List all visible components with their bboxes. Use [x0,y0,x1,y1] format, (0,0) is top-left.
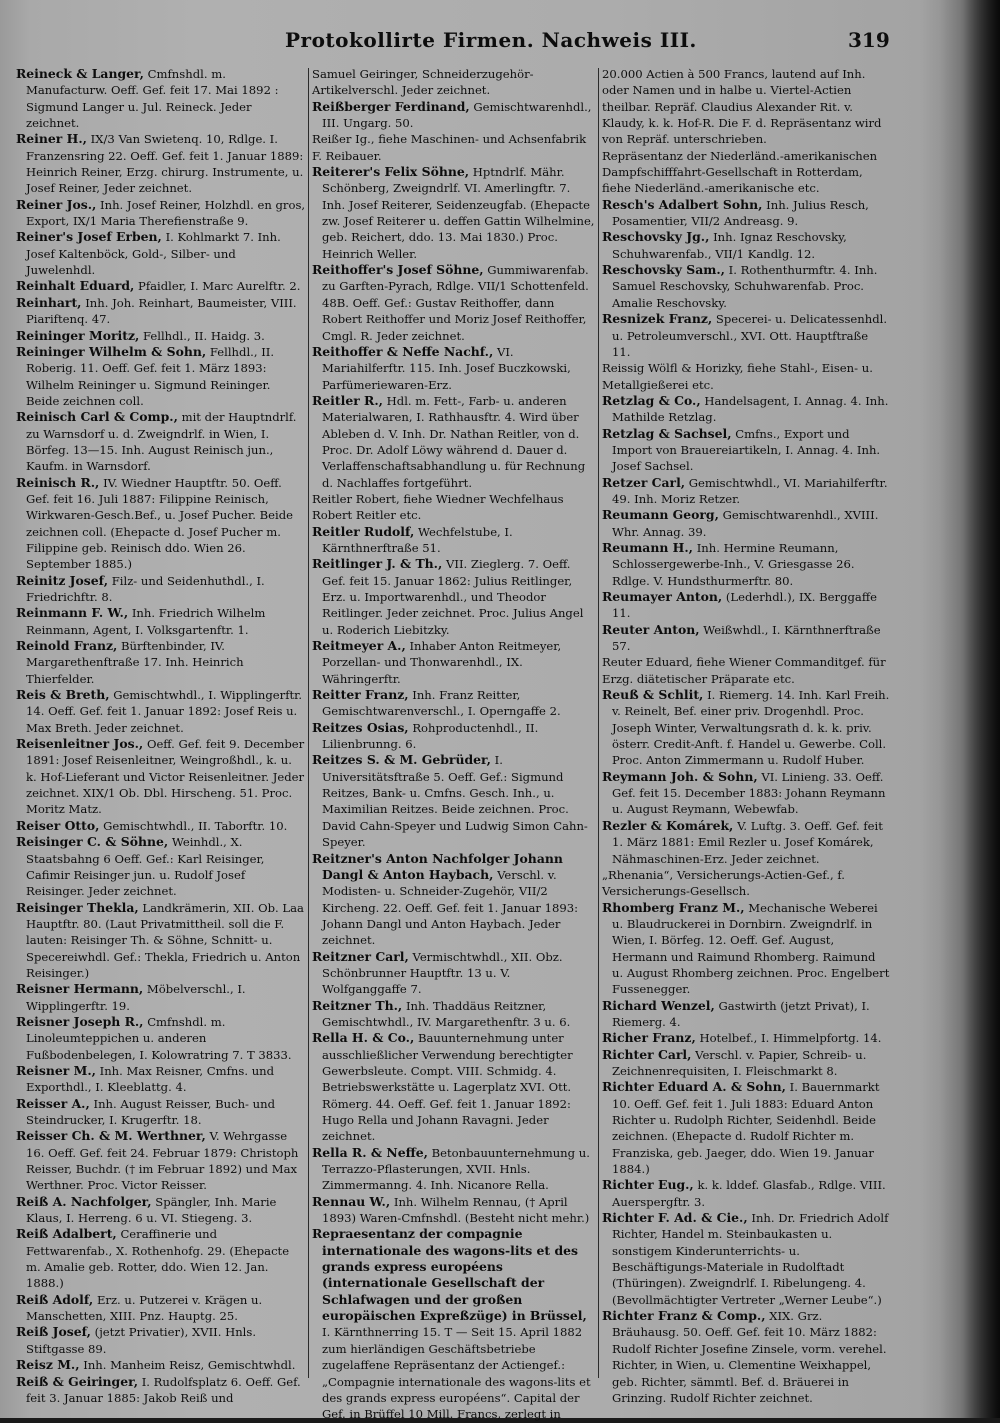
directory-entry [16,981,306,1014]
firm-name: Reinold Franz, [16,638,118,654]
directory-entry [16,573,306,606]
directory-entry [312,344,595,393]
entry-text: XIX. Grz. Bräuhausg. 50. Oeff. Gef. feit 10. März 1882: Rudolf Richter Josefine Zinsele, vorm. verehel. Richter, in Wien, u. Clementine Weixhappel, geb. Richter, sämmtl. Bef. d. Bräuerei in Grinzing. Rudolf Richter zeichnet. [612,1309,887,1405]
firm-name: Richter F. Ad. & Cie., [602,1210,748,1226]
entry-text: (Lederhdl.), IX. Berggaffe 11. [612,590,877,621]
directory-entry [602,1079,890,1177]
firm-name: Repraesentanz der compagnie internationale des wagons-lits et des grands express européens (internationale Gesellschaft der Schlafwagen und der großen europäischen Expreßzüge) in Brüssel, [312,1226,587,1324]
directory-entry [602,1177,890,1210]
firm-name: Reiser Otto, [16,817,100,833]
entry-text: Weinhdl., X. Staatsbahng 6 Oeff. Gef.: Karl Reisinger, Cafimir Reisinger jun. u. Rudolf Josef Reisinger. Jeder zeichnet. [26,835,265,899]
entry-text: Vermischtwhdl., XII. Obz. Schönbrunner Hauptftr. 13 u. V. Wolfganggaffe 7. [322,949,563,997]
entry-text: Inh. Manheim Reisz, Gemischtwhdl. [83,1358,296,1373]
entry-text: Specerei- u. Delicatessenhdl. u. Petroleumverschl., XVI. Ott. Hauptftraße 11. [612,312,888,359]
entry-text: Mechanische Weberei u. Blaudruckerei in Dornbirn. Zweigndrlf. in Wien, I. Börfeg. 12. Oeff. Gef. August, Hermann und Raimund Rhomberg. Raimund u. August Rhomberg zeichnen. Proc. Engelbert Fussenegger. [612,900,890,997]
firm-name: Retzlag & Sachsel, [602,425,732,441]
page-number: 319 [848,28,890,52]
directory-entry [602,589,890,622]
entry-text: Pfaidler, I. Marc Aurelftr. 2. [138,279,301,294]
entry-text: Reißer Ig., fiehe Maschinen- und Achsenfabrik F. Reibauer. [312,132,587,163]
directory-entry [312,1145,595,1194]
directory-entry [312,720,595,753]
firm-name: Reinhart, [16,294,82,310]
entry-text: Reuter Eduard, fiehe Wiener Commanditgef. für Erzg. diätetischer Präparate etc. [602,655,886,686]
firm-name: Reumann H., [602,539,693,555]
directory-entry [16,1128,306,1193]
entry-text: V. Luftg. 3. Oeff. Gef. feit 1. März 1881: Emil Rezler u. Josef Komárek, Nähmaschinen-Erz. Jeder zeichnet. [612,818,883,866]
firm-name: Reumayer Anton, [602,589,723,604]
entry-text: Landkrämerin, XII. Ob. Laa Hauptftr. 80. (Laut Privatmittheil. soll die F. lauten: Reisinger Th. & Söhne, Schnitt- u. Specereiwhdl. Gef.: Thekla, Friedrich u. Anton Reisinger.) [26,900,304,980]
directory-entry [602,148,890,197]
directory-entry [16,900,306,982]
directory-entry [16,736,306,818]
entry-text: 20.000 Actien à 500 Francs, lautend auf Inh. oder Namen und in halbe u. Viertel-Actien theilbar. Repräf. Claudius Alexander Rit. v. Klaudy, k. k. Hof-R. Die F. d. Repräsentanz wird von Repräf. unterschrieben. [602,67,882,147]
entry-text: Gemischtwarenhdl., XVIII. Whr. Annag. 39. [612,508,879,539]
directory-entry [602,540,890,589]
entry-text: Rohproductenhdl., II. Lilienbrunng. 6. [322,720,539,752]
directory-entry [602,475,890,508]
column-middle [312,66,595,1422]
directory-entry [312,556,595,638]
directory-entry [16,1374,306,1407]
firm-name: Richter Eduard A. & Sohn, [602,1079,786,1095]
directory-entry [602,311,890,360]
firm-name: Reitzner Carl, [312,948,409,964]
directory-entry [16,1357,306,1373]
entry-text: Gummiwarenfab. zu Garften-Pyrach, Rdlge. VII/1 Schottenfeld. 48B. Oeff. Gef.: Gustav Reithoffer, dann Robert Reithoffer und Moriz Josef Reithoffer, Cmgl. R. Jeder zeichnet. [322,263,589,343]
directory-entry [16,1063,306,1096]
firm-name: Reiß & Geiringer, [16,1373,139,1389]
firm-name: Reinisch R., [16,474,100,490]
firm-name: Reitter Franz, [312,687,409,703]
firm-name: Reithoffer's Josef Söhne, [312,262,484,278]
directory-entry [16,131,306,196]
firm-name: Reineck & Langer, [16,66,144,81]
firm-name: Reitmeyer A., [312,638,406,654]
directory-entry [312,998,595,1031]
entry-text: Gemischtwhdl., II. Taborftr. 10. [103,818,288,833]
directory-entry [16,295,306,328]
firm-name: Reschovsky Sam., [602,262,725,278]
entry-text: Gastwirth (jetzt Privat), I. Riemerg. 4. [612,998,870,1029]
entry-text: k. k. lddef. Glasfab., Rdlge. VIII. Auerspergftr. 3. [612,1178,886,1209]
entry-text: Inh. Joh. Reinhart, Baumeister, VIII. Piariftenq. 47. [26,295,297,327]
directory-entry [602,687,890,769]
firm-name: Reisner Joseph R., [16,1013,144,1029]
entry-text: Fellhdl., II. Roberig. 11. Oeff. Gef. feit 1. März 1893: Wilhelm Reininger u. Sigmund Reininger. Beide zeichnen coll. [26,344,275,408]
entry-text: Verschl. v. Papier, Schreib- u. Zeichnenrequisiten, I. Fleischmarkt 8. [612,1047,867,1078]
directory-entry [16,344,306,409]
entry-text: Inh. Friedrich Wilhelm Reinmann, Agent, I. Volksgartenftr. 1. [26,606,266,637]
entry-text: Inh. Max Reisner, Cmfns. und Exporthdl., I. Kleeblattg. 4. [26,1063,275,1095]
directory-entry [16,818,306,834]
entry-text: Spängler, Inh. Marie Klaus, I. Herreng. 6 u. VI. Stiegeng. 3. [26,1194,277,1226]
firm-name: Reinisch Carl & Comp., [16,409,178,425]
firm-name: Resnizek Franz, [602,311,713,327]
entry-text: Inh. Thaddäus Reitzner, Gemischtwhdl., IV. Margarethenftr. 3 u. 6. [322,998,571,1029]
firm-name: Rhomberg Franz M., [602,899,745,915]
firm-name: Reiner Jos., [16,196,97,212]
entry-text: Wechfelstube, I. Kärnthnerftraße 51. [322,524,513,555]
firm-name: Retzlag & Co., [602,392,701,408]
entry-text: Inh. Hermine Reumann, Schlossergewerbe-Inh., V. Griesgasse 26. Rdlge. V. Hundsthurmerftr. 80. [612,540,855,588]
entry-text: Inh. Ignaz Reschovsky, Schuhwarenfab., VII/1 Kandlg. 12. [612,230,847,261]
firm-name: Reisz M., [16,1357,80,1373]
entry-text: mit der Hauptndrlf. zu Warnsdorf u. d. Zweigndrlf. in Wien, I. Börfeg. 13—15. Inh. August Reinisch jun., Kaufm. in Warnsdorf. [26,410,297,474]
entry-text: I. Kohlmarkt 7. Inh. Josef Kaltenböck, Gold-, Silber- und Juwelenhdl. [26,230,281,278]
entry-text: Gemischtwhdl., I. Wipplingerftr. 14. Oeff. Gef. feit 1. Januar 1892: Josef Reis u. Max Breth. Jeder zeichnet. [26,688,303,735]
entry-text: VI. Mariahilferftr. 115. Inh. Josef Buczkowski, Parfümeriewaren-Erz. [322,344,571,392]
entry-text: Bauunternehmung unter ausschließlicher Verwendung berechtigter Gewerbsleute. Compt. VIII. Schmidg. 4. Betriebswerkstätte u. Lagerplatz XVI. Ott. Römerg. 44. Oeff. Gef. feit 1. Januar 1892: Hugo Rella und Johann Ravagni. Jeder zeichnet. [322,1031,573,1144]
directory-entry [312,638,595,687]
firm-name: Reschovsky Jg., [602,229,710,245]
entry-text: I. Riemerg. 14. Inh. Karl Freih. v. Reinelt, Bef. einer priv. Drogenhdl. Proc. Joseph Winter, Verwaltungsrath d. k. k. priv. österr. Credit-Anft. f. Handel u. Gewerbe. Coll. Proc. Anton Zimmermann u. Rudolf Huber. [612,688,890,768]
entry-text: Hptndrlf. Mähr. Schönberg, Zweigndrlf. VI. Amerlingftr. 7. Inh. Josef Reiterer, Seidenzeugfab. (Ehepacte zw. Josef Reiterer u. deffen Gattin Wilhelmine, geb. Reichert, ddo. 13. Mai 1830.) Proc. Heinrich Weller. [322,165,595,261]
directory-entry [602,818,890,867]
column-divider [308,68,309,1378]
firm-name: Reisner M., [16,1062,96,1078]
directory-entry [312,1226,595,1422]
firm-name: Reinitz Josef, [16,572,109,588]
firm-name: Retzer Carl, [602,474,686,490]
directory-entry [16,197,306,230]
column-divider [598,68,599,1378]
firm-name: Reithoffer & Neffe Nachf., [312,343,494,359]
running-title: Protokollirte Firmen. Nachweis III. [285,28,697,52]
directory-entry [602,229,890,262]
entry-text: Reissig Wölfl & Horizky, fiehe Stahl-, Eisen- u. Metallgießerei etc. [602,361,873,392]
entry-text: IV. Wiedner Hauptftr. 50. Oeff. Gef. feit 16. Juli 1887: Filippine Reinisch, Wirkwaren-Gesch.Bef., u. Josef Pucher. Beide zeichnen coll. (Ehepacte d. Josef Pucher m. Filippine geb. Reinisch ddo. Wien 26. September 1885.) [26,475,293,572]
directory-entry [602,393,890,426]
directory-entry [312,687,595,720]
page-edge-shadow [940,0,1000,1418]
entry-text: Gemischtwhdl., VI. Mariahilferftr. 49. Inh. Moriz Retzer. [612,475,888,506]
directory-entry [602,1210,890,1308]
entry-text: Bürftenbinder, IV. Margarethenftraße 17. Inh. Heinrich Thierfelder. [26,639,244,686]
directory-entry [602,262,890,311]
directory-entry [602,507,890,540]
firm-name: Reiterer's Felix Söhne, [312,164,470,180]
entry-text: Gemischtwarenhdl., III. Ungarg. 50. [322,99,592,131]
entry-text: Verschl. v. Modisten- u. Schneider-Zugehör, VII/2 Kircheng. 22. Oeff. Gef. feit 1. Januar 1893: Johann Dangl und Anton Haybach. Jeder zeichnet. [322,867,579,948]
entry-text: Inh. Wilhelm Rennau, († April 1893) Waren-Cmfnshdl. (Besteht nicht mehr.) [322,1194,590,1226]
firm-name: Richter Carl, [602,1046,692,1062]
directory-entry [602,197,890,230]
directory-entry [16,409,306,474]
directory-entry [602,1047,890,1080]
entry-text: Ceraffinerie und Fettwarenfab., X. Rothenhofg. 29. (Ehepacte m. Amalie geb. Rotter, ddo. Wien 12. Jan. 1888.) [26,1227,290,1291]
entry-text: Inh. Julius Resch, Posamentier, VII/2 Andreasg. 9. [612,197,869,229]
entry-text: Inhaber Anton Reitmeyer, Porzellan- und Thonwarenhdl., IX. Währingerftr. [322,639,562,686]
directory-entry [602,867,890,900]
entry-text: (jetzt Privatier), XVII. Hnls. Stiftgasse 89. [26,1325,257,1356]
entry-text: Betonbauunternehmung u. Terrazzo-Pflasterungen, XVII. Hnls. Zimmermanng. 4. Inh. Nicanore Rella. [322,1145,590,1193]
directory-entry [602,66,890,148]
entry-text: Hdl. m. Fett-, Farb- u. anderen Materialwaren, I. Rathhausftr. 4. Wird über Ableben d. V. Inh. Dr. Nathan Reitler, von d. Proc. Dr. Adolf Löwy während d. Dauer d. Verlaffenschaftsabhandlung u. für Rechnung d. Nachlaffes fortgeführt. [322,393,586,490]
firm-name: Reuter Anton, [602,621,700,637]
firm-name: Reinhalt Eduard, [16,278,135,294]
directory-entry [312,164,595,262]
firm-name: Reisinger C. & Söhne, [16,834,169,850]
entry-text: Weißwhdl., I. Kärnthnerftraße 57. [612,622,881,654]
entry-text: V. Wehrgasse 16. Oeff. Gef. feit 24. Februar 1879: Christoph Reisser, Buchdr. († im Februar 1892) und Max Werthner. Proc. Victor Reisser. [26,1129,299,1193]
firm-name: Reiß Josef, [16,1324,91,1340]
entry-text: VII. Zieglerg. 7. Oeff. Gef. feit 15. Januar 1862: Julius Reitlinger, Erz. u. Importwarenhdl., und Theodor Reitlinger. Jeder zeichnet. Proc. Julius Angel u. Roderich Liebitzky. [322,557,584,637]
directory-entry [312,949,595,998]
firm-name: Rezler & Komárek, [602,817,734,833]
directory-entry [312,131,595,164]
directory-entry [312,524,595,557]
directory-entry [312,1030,595,1144]
directory-entry [16,1014,306,1063]
directory-entry [16,475,306,573]
firm-name: Reisser Ch. & M. Werthner, [16,1128,206,1144]
firm-name: Reisinger Thekla, [16,899,139,915]
directory-entry [16,1096,306,1129]
directory-entry [602,998,890,1031]
column-right [602,66,890,1405]
entry-text: Reitler Robert, fiehe Wiedner Wechfelhaus Robert Reitler etc. [312,491,564,523]
directory-entry [312,99,595,132]
firm-name: Resch's Adalbert Sohn, [602,196,763,212]
firm-name: Reißberger Ferdinand, [312,98,470,114]
firm-name: Reuß & Schlit, [602,687,704,703]
directory-entry [312,66,595,99]
firm-name: Reisser A., [16,1095,90,1111]
directory-entry [602,360,890,393]
entry-text: I. Rudolfsplatz 6. Oeff. Gef. feit 3. Januar 1885: Jakob Reiß und [26,1374,301,1405]
firm-name: Richter Eug., [602,1177,694,1193]
firm-name: Richter Franz & Comp., [602,1308,766,1324]
page-header [0,28,1000,58]
directory-entry [602,1030,890,1046]
directory-entry [16,638,306,687]
firm-name: Reininger Wilhelm & Sohn, [16,343,207,359]
entry-text: I. Rothenthurmftr. 4. Inh. Samuel Reschovsky, Schuhwarenfab. Proc. Amalie Reschovsky. [612,263,878,310]
directory-entry [16,1324,306,1357]
directory-entry [16,834,306,899]
firm-name: Reisner Hermann, [16,981,144,997]
column-left [16,66,306,1405]
entry-text: Cmfns., Export und Import von Brauereiartikeln, I. Annag. 4. Inh. Josef Sachsel. [612,426,881,474]
directory-entry [16,328,306,344]
directory-entry [602,769,890,818]
directory-entry [16,605,306,638]
firm-name: Reitler Rudolf, [312,523,415,539]
entry-text: IX/3 Van Swietenq. 10, Rdlge. I. Franzensring 22. Oeff. Gef. feit 1. Januar 1889: Heinrich Reiner, Erzg. chirurg. Instrumente, u. Josef Reiner, Jeder zeichnet. [26,132,304,196]
directory-entry [602,426,890,475]
firm-name: Reitzes S. & M. Gebrüder, [312,752,491,768]
entry-text: Erz. u. Putzerei v. Krägen u. Manschetten, XIII. Pnz. Hauptg. 25. [26,1292,263,1324]
directory-entry [602,654,890,687]
directory-entry [312,491,595,524]
firm-name: Richer Franz, [602,1030,696,1046]
firm-name: Reumann Georg, [602,507,719,523]
firm-name: Rennau W., [312,1193,391,1209]
entry-text: Handelsagent, I. Annag. 4. Inh. Mathilde Retzlag. [612,393,889,425]
directory-entry [16,278,306,294]
directory-entry [16,1226,306,1291]
firm-name: Reiner H., [16,131,87,147]
entry-text: Möbelverschl., I. Wipplingerftr. 19. [26,982,246,1013]
entry-text: I. Universitätsftraße 5. Oeff. Gef.: Sigmund Reitzes, Bank- u. Cmfns. Gesch. Inh., u. Maximilian Reitzes. Beide zeichnen. Proc. David Cahn-Speyer und Ludwig Simon Cahn-Speyer. [322,753,588,850]
firm-name: Rella R. & Neffe, [312,1144,428,1160]
directory-entry [16,229,306,278]
entry-text: I. Bauernmarkt 10. Oeff. Gef. feit 1. Juli 1883: Eduard Anton Richter u. Rudolph Richter, Seidenhdl. Beide zeichnen. (Ehepacte d. Rudolf Richter m. Franziska, geb. Jaeger, ddo. Wien 19. Januar 1884.) [612,1080,880,1177]
firm-name: Reiß Adolf, [16,1291,94,1307]
entry-text: I. Kärnthnerring 15. T — Seit 15. April 1882 zum hierländigen Geschäftsbetriebe zugelaffene Repräsentanz der Actiengef.: „Compagnie internationale des wagons-lits et des grands express européens“. Capital der Gef. in Brüffel 10 Mill. Francs, zerlegt in [322,1325,591,1422]
directory-entry [602,622,890,655]
firm-name: Reitzes Osias, [312,719,409,735]
entry-text: „Rhenania“, Versicherungs-Actien-Gef., f. Versicherungs-Gesellsch. [602,867,845,899]
firm-name: Reitzner Th., [312,997,403,1013]
entry-text: Cmfnshdl. m. Linoleumteppichen u. anderen Fußbodenbelegen, I. Kolowratring 7. T 3833. [26,1014,292,1062]
entry-text: VI. Linieng. 33. Oeff. Gef. feit 15. December 1883: Johann Reymann u. August Reymann, Webewfab. [612,769,886,817]
entry-text: Samuel Geiringer, Schneiderzugehör-Artikelverschl. Jeder zeichnet. [312,67,534,98]
entry-text: Oeff. Gef. feit 9. December 1891: Josef Reisenleitner, Weingroßhdl., k. u. k. Hof-Lieferant und Victor Reisenleitner. Jeder zeichnet. XIX/1 Ob. Dbl. Hirscheng. 51. Proc. Moritz Matz. [26,737,305,817]
entry-text: Inh. Franz Reitter, Gemischtwarenverschl., I. Operngaffe 2. [322,688,561,719]
entry-text: Filz- und Seidenhuthdl., I. Friedrichftr. 8. [26,573,265,604]
firm-name: Reymann Joh. & Sohn, [602,768,758,784]
firm-name: Reitler R., [312,392,383,408]
firm-name: Rella H. & Co., [312,1030,415,1046]
directory-entry [16,1292,306,1325]
entry-text: Inh. Dr. Friedrich Adolf Richter, Handel m. Steinbaukasten u. sonstigem Kinderunterrichts- u. Beschäftigungs-Materiale in Rudolftadt (Thüringen). Zweigndrlf. I. Ribelungeng. 4. (Bevollmächtigter Vertreter „Werner Leube“.) [612,1211,889,1307]
entry-text: Cmfnshdl. m. Manufacturw. Oeff. Gef. feit 17. Mai 1892 : Sigmund Langer u. Jul. Reineck. Jeder zeichnet. [26,67,279,131]
firm-name: Reiner's Josef Erben, [16,229,162,245]
directory-entry [16,687,306,736]
entry-text: Inh. August Reisser, Buch- und Steindrucker, I. Krugerftr. 18. [26,1096,276,1127]
directory-entry [312,851,595,949]
firm-name: Reiß Adalbert, [16,1226,117,1242]
directory-entry [312,1194,595,1227]
directory-entry [602,1308,890,1406]
entry-text: Repräsentanz der Niederländ.-amerikanischen Dampfschifffahrt-Gesellschaft in Rotterdam, fiehe Niederländ.-amerikanische etc. [602,148,878,196]
firm-name: Richard Wenzel, [602,997,715,1013]
directory-entry [16,1194,306,1227]
firm-name: Reisenleitner Jos., [16,736,144,752]
directory-entry [312,752,595,850]
directory-entry [16,66,306,131]
firm-name: Reiß A. Nachfolger, [16,1193,152,1209]
entry-text: Inh. Josef Reiner, Holzhdl. en gros, Export, IX/1 Maria Therefienstraße 9. [26,197,306,229]
entry-text: Hotelbef., I. Himmelpfortg. 14. [699,1031,882,1046]
firm-name: Reinmann F. W., [16,605,129,621]
directory-entry [312,393,595,491]
firm-name: Reitlinger J. & Th., [312,556,443,572]
entry-text: Fellhdl., II. Haidg. 3. [142,328,265,343]
directory-entry [602,900,890,998]
firm-name: Reis & Breth, [16,687,110,703]
firm-name: Reitzner's Anton Nachfolger Johann Dangl & Anton Haybach, [312,850,563,882]
directory-entry [312,262,595,344]
firm-name: Reininger Moritz, [16,327,140,343]
